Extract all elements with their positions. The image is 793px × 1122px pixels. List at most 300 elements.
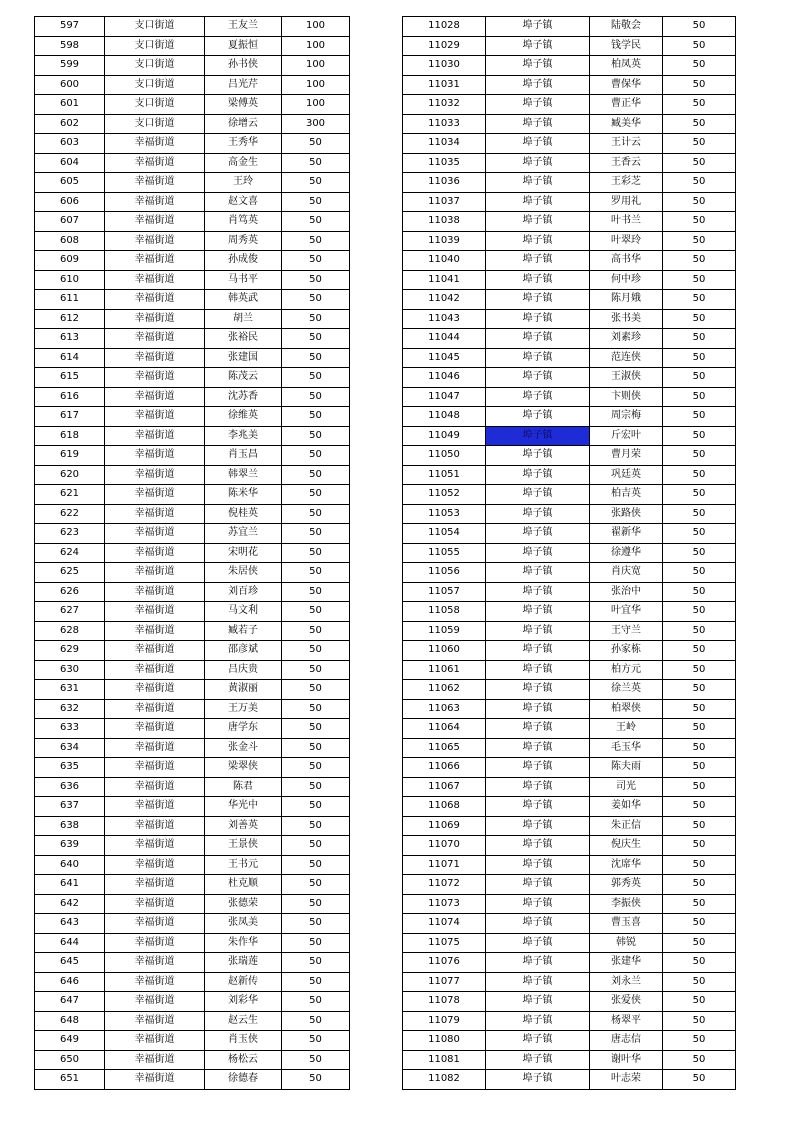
amount-cell[interactable]: 50 xyxy=(282,192,350,212)
district-cell[interactable]: 幸福街道 xyxy=(105,660,205,680)
amount-cell[interactable]: 50 xyxy=(282,875,350,895)
amount-cell[interactable]: 50 xyxy=(663,641,736,661)
name-cell[interactable]: 谢叶华 xyxy=(590,1050,663,1070)
name-cell[interactable]: 夏振恒 xyxy=(205,36,282,56)
row-number-cell[interactable]: 11059 xyxy=(403,621,486,641)
row-number-cell[interactable]: 603 xyxy=(35,134,105,154)
district-cell[interactable]: 埠子镇 xyxy=(486,816,590,836)
row-number-cell[interactable]: 11039 xyxy=(403,231,486,251)
district-cell[interactable]: 幸福街道 xyxy=(105,582,205,602)
amount-cell[interactable]: 50 xyxy=(663,719,736,739)
name-cell[interactable]: 王秀华 xyxy=(205,134,282,154)
name-cell[interactable]: 肖玉昌 xyxy=(205,446,282,466)
name-cell[interactable]: 陈茂云 xyxy=(205,368,282,388)
name-cell[interactable]: 臧若子 xyxy=(205,621,282,641)
row-number-cell[interactable]: 11032 xyxy=(403,95,486,115)
name-cell[interactable]: 斤宏叶 xyxy=(590,426,663,446)
amount-cell[interactable]: 50 xyxy=(663,992,736,1012)
name-cell[interactable]: 巩廷英 xyxy=(590,465,663,485)
row-number-cell[interactable]: 11042 xyxy=(403,290,486,310)
amount-cell[interactable]: 50 xyxy=(282,758,350,778)
amount-cell[interactable]: 50 xyxy=(663,699,736,719)
row-number-cell[interactable]: 643 xyxy=(35,914,105,934)
district-cell[interactable]: 幸福街道 xyxy=(105,602,205,622)
name-cell[interactable]: 叶翠玲 xyxy=(590,231,663,251)
amount-cell[interactable]: 50 xyxy=(663,543,736,563)
district-cell[interactable]: 幸福街道 xyxy=(105,173,205,193)
amount-cell[interactable]: 50 xyxy=(663,368,736,388)
name-cell[interactable]: 卞则侠 xyxy=(590,387,663,407)
district-cell[interactable]: 幸福街道 xyxy=(105,797,205,817)
row-number-cell[interactable]: 11050 xyxy=(403,446,486,466)
name-cell[interactable]: 张德荣 xyxy=(205,894,282,914)
name-cell[interactable]: 梁傅英 xyxy=(205,95,282,115)
district-cell[interactable]: 幸福街道 xyxy=(105,387,205,407)
name-cell[interactable]: 孙书侠 xyxy=(205,56,282,76)
row-number-cell[interactable]: 11066 xyxy=(403,758,486,778)
district-cell[interactable]: 埠子镇 xyxy=(486,485,590,505)
district-cell[interactable]: 幸福街道 xyxy=(105,641,205,661)
district-cell[interactable]: 幸福街道 xyxy=(105,621,205,641)
amount-cell[interactable]: 50 xyxy=(282,309,350,329)
name-cell[interactable]: 王玲 xyxy=(205,173,282,193)
row-number-cell[interactable]: 609 xyxy=(35,251,105,271)
row-number-cell[interactable]: 11031 xyxy=(403,75,486,95)
district-cell[interactable]: 埠子镇 xyxy=(486,836,590,856)
district-cell[interactable]: 埠子镇 xyxy=(486,192,590,212)
row-number-cell[interactable]: 11053 xyxy=(403,504,486,524)
amount-cell[interactable]: 50 xyxy=(663,17,736,37)
district-cell[interactable]: 幸福街道 xyxy=(105,680,205,700)
name-cell[interactable]: 邵彦斌 xyxy=(205,641,282,661)
amount-cell[interactable]: 50 xyxy=(282,446,350,466)
row-number-cell[interactable]: 11037 xyxy=(403,192,486,212)
row-number-cell[interactable]: 11075 xyxy=(403,933,486,953)
row-number-cell[interactable]: 11067 xyxy=(403,777,486,797)
selected-cell[interactable]: 埠子镇 xyxy=(486,426,590,446)
district-cell[interactable]: 埠子镇 xyxy=(486,563,590,583)
name-cell[interactable]: 肖庆宽 xyxy=(590,563,663,583)
name-cell[interactable]: 翟新华 xyxy=(590,524,663,544)
district-cell[interactable]: 幸福街道 xyxy=(105,953,205,973)
row-number-cell[interactable]: 11081 xyxy=(403,1050,486,1070)
amount-cell[interactable]: 50 xyxy=(663,36,736,56)
name-cell[interactable]: 杨翠平 xyxy=(590,1011,663,1031)
row-number-cell[interactable]: 11035 xyxy=(403,153,486,173)
name-cell[interactable]: 王计云 xyxy=(590,134,663,154)
row-number-cell[interactable]: 11033 xyxy=(403,114,486,134)
district-cell[interactable]: 幸福街道 xyxy=(105,329,205,349)
amount-cell[interactable]: 50 xyxy=(663,563,736,583)
amount-cell[interactable]: 50 xyxy=(282,953,350,973)
amount-cell[interactable]: 50 xyxy=(663,134,736,154)
amount-cell[interactable]: 50 xyxy=(282,1011,350,1031)
row-number-cell[interactable]: 607 xyxy=(35,212,105,232)
name-cell[interactable]: 马文利 xyxy=(205,602,282,622)
name-cell[interactable]: 曹保华 xyxy=(590,75,663,95)
district-cell[interactable]: 幸福街道 xyxy=(105,543,205,563)
district-cell[interactable]: 幸福街道 xyxy=(105,153,205,173)
row-number-cell[interactable]: 650 xyxy=(35,1050,105,1070)
name-cell[interactable]: 赵云生 xyxy=(205,1011,282,1031)
name-cell[interactable]: 张裕民 xyxy=(205,329,282,349)
district-cell[interactable]: 埠子镇 xyxy=(486,270,590,290)
district-cell[interactable]: 埠子镇 xyxy=(486,465,590,485)
amount-cell[interactable]: 100 xyxy=(282,17,350,37)
row-number-cell[interactable]: 618 xyxy=(35,426,105,446)
row-number-cell[interactable]: 11043 xyxy=(403,309,486,329)
row-number-cell[interactable]: 11065 xyxy=(403,738,486,758)
district-cell[interactable]: 埠子镇 xyxy=(486,75,590,95)
district-cell[interactable]: 幸福街道 xyxy=(105,563,205,583)
name-cell[interactable]: 陈米华 xyxy=(205,485,282,505)
row-number-cell[interactable]: 11036 xyxy=(403,173,486,193)
row-number-cell[interactable]: 625 xyxy=(35,563,105,583)
amount-cell[interactable]: 50 xyxy=(282,621,350,641)
amount-cell[interactable]: 50 xyxy=(282,797,350,817)
amount-cell[interactable]: 50 xyxy=(663,114,736,134)
row-number-cell[interactable]: 11049 xyxy=(403,426,486,446)
amount-cell[interactable]: 50 xyxy=(663,1031,736,1051)
district-cell[interactable]: 幸福街道 xyxy=(105,758,205,778)
amount-cell[interactable]: 300 xyxy=(282,114,350,134)
district-cell[interactable]: 埠子镇 xyxy=(486,777,590,797)
row-number-cell[interactable]: 11076 xyxy=(403,953,486,973)
amount-cell[interactable]: 50 xyxy=(282,972,350,992)
amount-cell[interactable]: 50 xyxy=(663,875,736,895)
amount-cell[interactable]: 50 xyxy=(282,680,350,700)
name-cell[interactable]: 柏吉英 xyxy=(590,485,663,505)
name-cell[interactable]: 臧美华 xyxy=(590,114,663,134)
district-cell[interactable]: 幸福街道 xyxy=(105,777,205,797)
name-cell[interactable]: 叶志荣 xyxy=(590,1070,663,1090)
row-number-cell[interactable]: 601 xyxy=(35,95,105,115)
district-cell[interactable]: 埠子镇 xyxy=(486,855,590,875)
amount-cell[interactable]: 50 xyxy=(663,270,736,290)
name-cell[interactable]: 朱正信 xyxy=(590,816,663,836)
amount-cell[interactable]: 50 xyxy=(663,680,736,700)
amount-cell[interactable]: 50 xyxy=(663,914,736,934)
row-number-cell[interactable]: 11063 xyxy=(403,699,486,719)
name-cell[interactable]: 司光 xyxy=(590,777,663,797)
name-cell[interactable]: 苏宜兰 xyxy=(205,524,282,544)
name-cell[interactable]: 张凤美 xyxy=(205,914,282,934)
district-cell[interactable]: 埠子镇 xyxy=(486,1011,590,1031)
amount-cell[interactable]: 50 xyxy=(663,309,736,329)
name-cell[interactable]: 孙成俊 xyxy=(205,251,282,271)
name-cell[interactable]: 王岭 xyxy=(590,719,663,739)
name-cell[interactable]: 刘永兰 xyxy=(590,972,663,992)
row-number-cell[interactable]: 11055 xyxy=(403,543,486,563)
row-number-cell[interactable]: 597 xyxy=(35,17,105,37)
district-cell[interactable]: 幸福街道 xyxy=(105,1070,205,1090)
name-cell[interactable]: 何中珍 xyxy=(590,270,663,290)
district-cell[interactable]: 埠子镇 xyxy=(486,933,590,953)
amount-cell[interactable]: 50 xyxy=(663,582,736,602)
amount-cell[interactable]: 50 xyxy=(282,660,350,680)
name-cell[interactable]: 柏凤英 xyxy=(590,56,663,76)
name-cell[interactable]: 吕庆贵 xyxy=(205,660,282,680)
district-cell[interactable]: 埠子镇 xyxy=(486,953,590,973)
row-number-cell[interactable]: 619 xyxy=(35,446,105,466)
district-cell[interactable]: 幸福街道 xyxy=(105,348,205,368)
name-cell[interactable]: 吕光芹 xyxy=(205,75,282,95)
district-cell[interactable]: 幸福街道 xyxy=(105,465,205,485)
district-cell[interactable]: 埠子镇 xyxy=(486,797,590,817)
name-cell[interactable]: 倪庆生 xyxy=(590,836,663,856)
name-cell[interactable]: 张金斗 xyxy=(205,738,282,758)
district-cell[interactable]: 幸福街道 xyxy=(105,192,205,212)
name-cell[interactable]: 罗用礼 xyxy=(590,192,663,212)
name-cell[interactable]: 钱学民 xyxy=(590,36,663,56)
amount-cell[interactable]: 50 xyxy=(282,231,350,251)
row-number-cell[interactable]: 608 xyxy=(35,231,105,251)
row-number-cell[interactable]: 630 xyxy=(35,660,105,680)
row-number-cell[interactable]: 11052 xyxy=(403,485,486,505)
row-number-cell[interactable]: 637 xyxy=(35,797,105,817)
amount-cell[interactable]: 50 xyxy=(282,719,350,739)
district-cell[interactable]: 幸福街道 xyxy=(105,972,205,992)
district-cell[interactable]: 幸福街道 xyxy=(105,1050,205,1070)
amount-cell[interactable]: 50 xyxy=(663,212,736,232)
district-cell[interactable]: 埠子镇 xyxy=(486,231,590,251)
district-cell[interactable]: 埠子镇 xyxy=(486,290,590,310)
name-cell[interactable]: 王友兰 xyxy=(205,17,282,37)
district-cell[interactable]: 幸福街道 xyxy=(105,309,205,329)
district-cell[interactable]: 埠子镇 xyxy=(486,738,590,758)
amount-cell[interactable]: 50 xyxy=(663,972,736,992)
name-cell[interactable]: 刘百珍 xyxy=(205,582,282,602)
name-cell[interactable]: 马书平 xyxy=(205,270,282,290)
name-cell[interactable]: 刘素珍 xyxy=(590,329,663,349)
name-cell[interactable]: 张爱侠 xyxy=(590,992,663,1012)
district-cell[interactable]: 幸福街道 xyxy=(105,1031,205,1051)
district-cell[interactable]: 埠子镇 xyxy=(486,17,590,37)
amount-cell[interactable]: 50 xyxy=(663,95,736,115)
amount-cell[interactable]: 50 xyxy=(663,855,736,875)
row-number-cell[interactable]: 11051 xyxy=(403,465,486,485)
row-number-cell[interactable]: 647 xyxy=(35,992,105,1012)
row-number-cell[interactable]: 642 xyxy=(35,894,105,914)
district-cell[interactable]: 幸福街道 xyxy=(105,426,205,446)
name-cell[interactable]: 张建华 xyxy=(590,953,663,973)
name-cell[interactable]: 曹玉喜 xyxy=(590,914,663,934)
row-number-cell[interactable]: 617 xyxy=(35,407,105,427)
amount-cell[interactable]: 50 xyxy=(663,1011,736,1031)
amount-cell[interactable]: 50 xyxy=(282,368,350,388)
amount-cell[interactable]: 50 xyxy=(282,173,350,193)
district-cell[interactable]: 埠子镇 xyxy=(486,758,590,778)
row-number-cell[interactable]: 598 xyxy=(35,36,105,56)
amount-cell[interactable]: 50 xyxy=(663,836,736,856)
row-number-cell[interactable]: 11041 xyxy=(403,270,486,290)
row-number-cell[interactable]: 11072 xyxy=(403,875,486,895)
amount-cell[interactable]: 50 xyxy=(663,192,736,212)
row-number-cell[interactable]: 11058 xyxy=(403,602,486,622)
row-number-cell[interactable]: 613 xyxy=(35,329,105,349)
district-cell[interactable]: 埠子镇 xyxy=(486,95,590,115)
district-cell[interactable]: 埠子镇 xyxy=(486,719,590,739)
row-number-cell[interactable]: 602 xyxy=(35,114,105,134)
amount-cell[interactable]: 50 xyxy=(282,641,350,661)
district-cell[interactable]: 幸福街道 xyxy=(105,875,205,895)
amount-cell[interactable]: 50 xyxy=(663,231,736,251)
amount-cell[interactable]: 50 xyxy=(282,251,350,271)
row-number-cell[interactable]: 11056 xyxy=(403,563,486,583)
name-cell[interactable]: 柏翠侠 xyxy=(590,699,663,719)
district-cell[interactable]: 埠子镇 xyxy=(486,660,590,680)
name-cell[interactable]: 高金生 xyxy=(205,153,282,173)
amount-cell[interactable]: 50 xyxy=(663,426,736,446)
name-cell[interactable]: 曹月荣 xyxy=(590,446,663,466)
name-cell[interactable]: 周宗梅 xyxy=(590,407,663,427)
name-cell[interactable]: 宋明花 xyxy=(205,543,282,563)
amount-cell[interactable]: 50 xyxy=(282,992,350,1012)
row-number-cell[interactable]: 11028 xyxy=(403,17,486,37)
amount-cell[interactable]: 50 xyxy=(282,290,350,310)
name-cell[interactable]: 张瑞莲 xyxy=(205,953,282,973)
row-number-cell[interactable]: 623 xyxy=(35,524,105,544)
row-number-cell[interactable]: 616 xyxy=(35,387,105,407)
amount-cell[interactable]: 50 xyxy=(663,290,736,310)
name-cell[interactable]: 肖玉侠 xyxy=(205,1031,282,1051)
district-cell[interactable]: 埠子镇 xyxy=(486,212,590,232)
row-number-cell[interactable]: 640 xyxy=(35,855,105,875)
name-cell[interactable]: 赵文喜 xyxy=(205,192,282,212)
amount-cell[interactable]: 50 xyxy=(282,738,350,758)
district-cell[interactable]: 埠子镇 xyxy=(486,680,590,700)
amount-cell[interactable]: 50 xyxy=(282,894,350,914)
amount-cell[interactable]: 50 xyxy=(282,134,350,154)
district-cell[interactable]: 埠子镇 xyxy=(486,992,590,1012)
district-cell[interactable]: 埠子镇 xyxy=(486,407,590,427)
amount-cell[interactable]: 50 xyxy=(282,543,350,563)
amount-cell[interactable]: 50 xyxy=(282,1031,350,1051)
district-cell[interactable]: 埠子镇 xyxy=(486,543,590,563)
district-cell[interactable]: 幸福街道 xyxy=(105,446,205,466)
amount-cell[interactable]: 50 xyxy=(663,738,736,758)
row-number-cell[interactable]: 646 xyxy=(35,972,105,992)
row-number-cell[interactable]: 11064 xyxy=(403,719,486,739)
district-cell[interactable]: 埠子镇 xyxy=(486,875,590,895)
district-cell[interactable]: 幸福街道 xyxy=(105,251,205,271)
row-number-cell[interactable]: 11046 xyxy=(403,368,486,388)
amount-cell[interactable]: 50 xyxy=(282,563,350,583)
amount-cell[interactable]: 50 xyxy=(663,758,736,778)
row-number-cell[interactable]: 599 xyxy=(35,56,105,76)
amount-cell[interactable]: 50 xyxy=(663,1050,736,1070)
amount-cell[interactable]: 50 xyxy=(663,75,736,95)
amount-cell[interactable]: 50 xyxy=(282,407,350,427)
district-cell[interactable]: 幸福街道 xyxy=(105,914,205,934)
row-number-cell[interactable]: 635 xyxy=(35,758,105,778)
district-cell[interactable]: 支口街道 xyxy=(105,36,205,56)
district-cell[interactable]: 埠子镇 xyxy=(486,348,590,368)
name-cell[interactable]: 杨松云 xyxy=(205,1050,282,1070)
name-cell[interactable]: 倪桂英 xyxy=(205,504,282,524)
name-cell[interactable]: 陈夫雨 xyxy=(590,758,663,778)
name-cell[interactable]: 朱作华 xyxy=(205,933,282,953)
name-cell[interactable]: 毛玉华 xyxy=(590,738,663,758)
amount-cell[interactable]: 50 xyxy=(282,212,350,232)
district-cell[interactable]: 埠子镇 xyxy=(486,56,590,76)
name-cell[interactable]: 刘善英 xyxy=(205,816,282,836)
district-cell[interactable]: 埠子镇 xyxy=(486,368,590,388)
row-number-cell[interactable]: 605 xyxy=(35,173,105,193)
district-cell[interactable]: 幸福街道 xyxy=(105,1011,205,1031)
row-number-cell[interactable]: 604 xyxy=(35,153,105,173)
district-cell[interactable]: 支口街道 xyxy=(105,17,205,37)
district-cell[interactable]: 幸福街道 xyxy=(105,407,205,427)
amount-cell[interactable]: 50 xyxy=(282,504,350,524)
row-number-cell[interactable]: 622 xyxy=(35,504,105,524)
name-cell[interactable]: 王书元 xyxy=(205,855,282,875)
name-cell[interactable]: 张路侠 xyxy=(590,504,663,524)
district-cell[interactable]: 幸福街道 xyxy=(105,290,205,310)
row-number-cell[interactable]: 636 xyxy=(35,777,105,797)
name-cell[interactable]: 王淑侠 xyxy=(590,368,663,388)
row-number-cell[interactable]: 626 xyxy=(35,582,105,602)
district-cell[interactable]: 埠子镇 xyxy=(486,699,590,719)
amount-cell[interactable]: 50 xyxy=(282,582,350,602)
row-number-cell[interactable]: 11045 xyxy=(403,348,486,368)
amount-cell[interactable]: 50 xyxy=(663,446,736,466)
name-cell[interactable]: 唐志信 xyxy=(590,1031,663,1051)
name-cell[interactable]: 陈月娥 xyxy=(590,290,663,310)
row-number-cell[interactable]: 11071 xyxy=(403,855,486,875)
district-cell[interactable]: 幸福街道 xyxy=(105,699,205,719)
row-number-cell[interactable]: 11034 xyxy=(403,134,486,154)
district-cell[interactable]: 幸福街道 xyxy=(105,270,205,290)
name-cell[interactable]: 李振侠 xyxy=(590,894,663,914)
amount-cell[interactable]: 100 xyxy=(282,56,350,76)
amount-cell[interactable]: 50 xyxy=(663,816,736,836)
district-cell[interactable]: 支口街道 xyxy=(105,56,205,76)
district-cell[interactable]: 幸福街道 xyxy=(105,524,205,544)
district-cell[interactable]: 幸福街道 xyxy=(105,231,205,251)
amount-cell[interactable]: 50 xyxy=(282,699,350,719)
amount-cell[interactable]: 50 xyxy=(663,621,736,641)
row-number-cell[interactable]: 11079 xyxy=(403,1011,486,1031)
row-number-cell[interactable]: 11040 xyxy=(403,251,486,271)
district-cell[interactable]: 埠子镇 xyxy=(486,1070,590,1090)
amount-cell[interactable]: 50 xyxy=(282,153,350,173)
name-cell[interactable]: 王景侠 xyxy=(205,836,282,856)
amount-cell[interactable]: 50 xyxy=(282,816,350,836)
name-cell[interactable]: 唐学东 xyxy=(205,719,282,739)
name-cell[interactable]: 高书华 xyxy=(590,251,663,271)
amount-cell[interactable]: 50 xyxy=(282,1070,350,1090)
name-cell[interactable]: 刘彩华 xyxy=(205,992,282,1012)
district-cell[interactable]: 幸福街道 xyxy=(105,855,205,875)
district-cell[interactable]: 埠子镇 xyxy=(486,1050,590,1070)
row-number-cell[interactable]: 11048 xyxy=(403,407,486,427)
name-cell[interactable]: 张建国 xyxy=(205,348,282,368)
amount-cell[interactable]: 50 xyxy=(663,777,736,797)
name-cell[interactable]: 韩翠兰 xyxy=(205,465,282,485)
name-cell[interactable]: 王万美 xyxy=(205,699,282,719)
row-number-cell[interactable]: 11068 xyxy=(403,797,486,817)
amount-cell[interactable]: 50 xyxy=(282,1050,350,1070)
name-cell[interactable]: 韩英武 xyxy=(205,290,282,310)
district-cell[interactable]: 幸福街道 xyxy=(105,836,205,856)
name-cell[interactable]: 曹正华 xyxy=(590,95,663,115)
row-number-cell[interactable]: 624 xyxy=(35,543,105,563)
amount-cell[interactable]: 50 xyxy=(663,251,736,271)
name-cell[interactable]: 杜克顺 xyxy=(205,875,282,895)
district-cell[interactable]: 埠子镇 xyxy=(486,387,590,407)
amount-cell[interactable]: 100 xyxy=(282,75,350,95)
